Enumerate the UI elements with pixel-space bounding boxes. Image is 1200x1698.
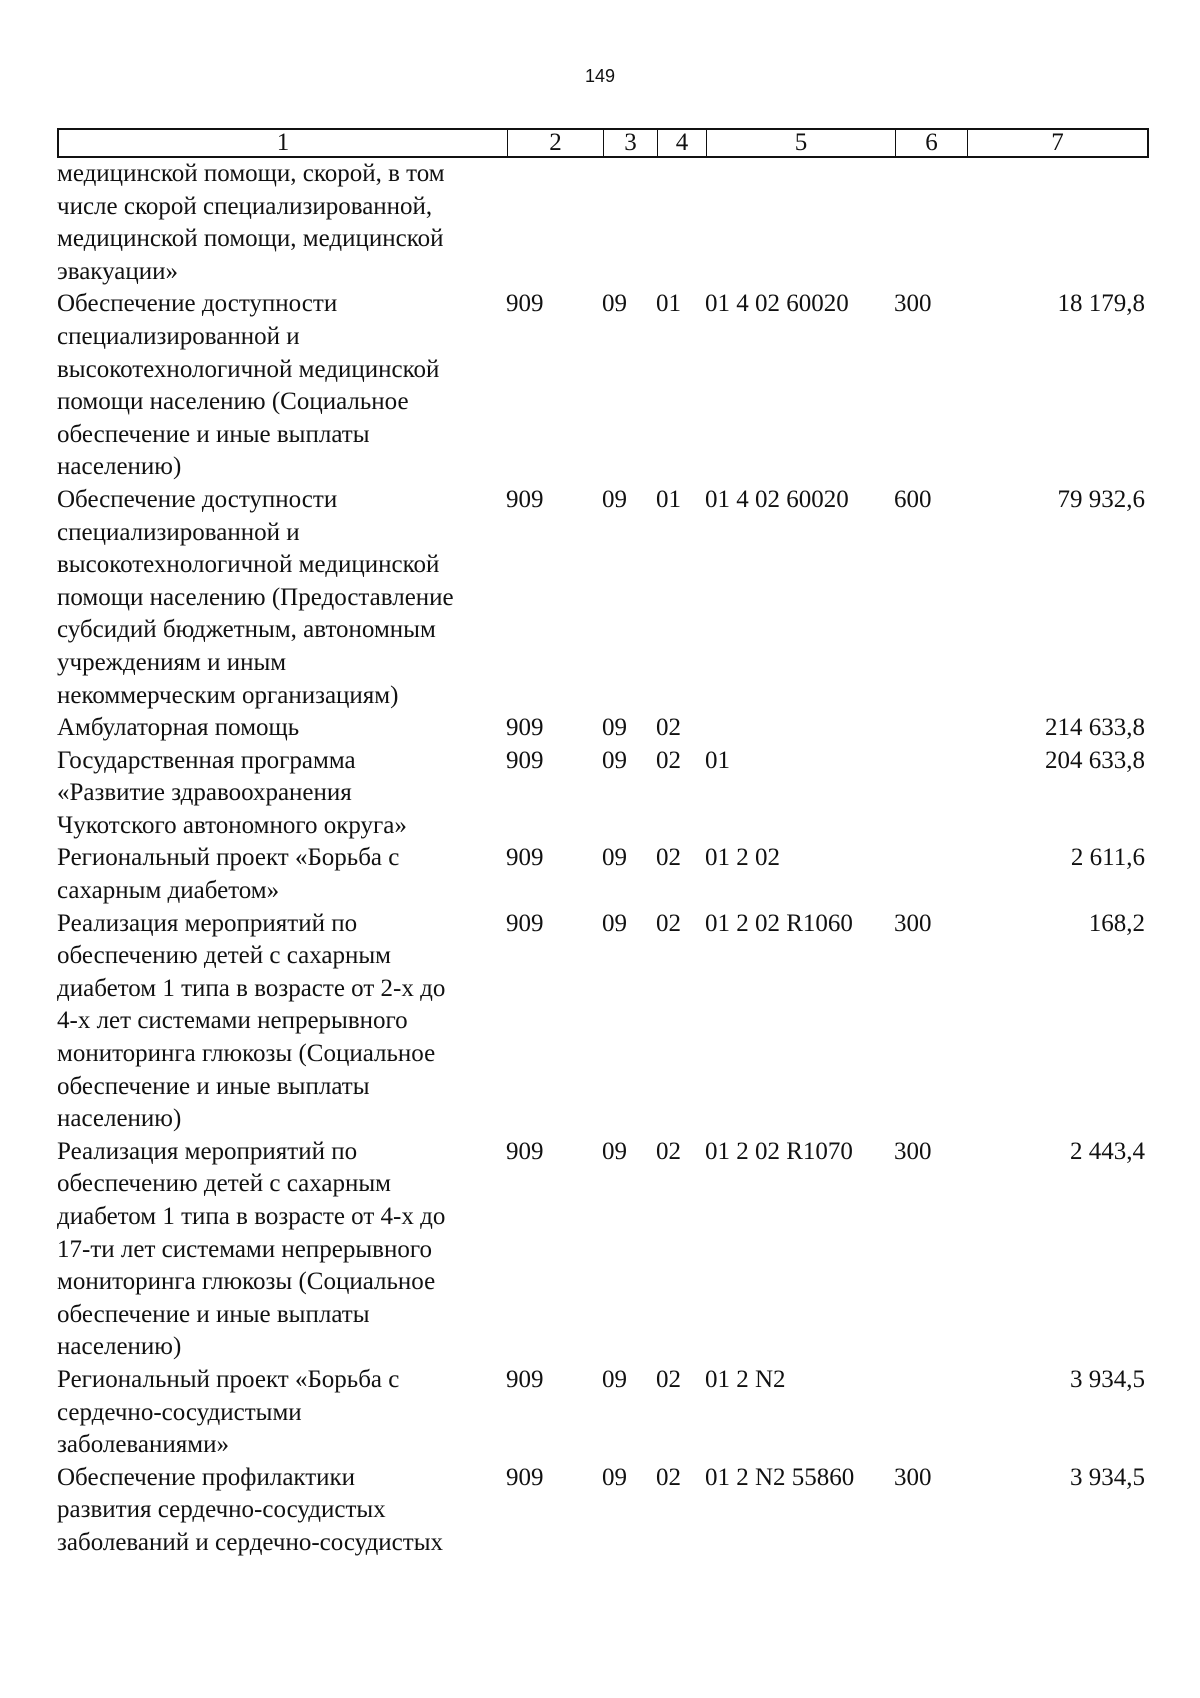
row-code-expense-type: 600 — [894, 485, 932, 513]
row-code-expense-type: 300 — [894, 1463, 932, 1491]
table-row — [57, 1462, 1149, 1560]
table-row — [57, 288, 1149, 484]
row-code-target: 01 2 N2 — [705, 1365, 786, 1393]
row-code-section: 09 — [602, 1463, 627, 1491]
row-description: Обеспечение доступности специализированной и высокотехнологичной медицинской помощи населению (Предоставление субсидий бюджетным, автономным учреждениям и иным некоммерческим организациям) — [57, 485, 454, 709]
row-description: Амбулаторная помощь — [57, 714, 300, 742]
row-code-admin: 909 — [506, 290, 544, 318]
row-code-admin: 909 — [506, 1463, 544, 1491]
row-code-admin: 909 — [506, 485, 544, 513]
row-code-admin: 909 — [506, 714, 544, 742]
row-code-admin: 909 — [506, 746, 544, 774]
row-code-admin — [506, 158, 602, 288]
table-row — [57, 1364, 1149, 1462]
row-code-expense-type: 300 — [894, 1137, 932, 1165]
header-cell-1: 1 — [59, 130, 508, 156]
row-amount: 214 633,8 — [1045, 714, 1145, 742]
row-code-target: 01 4 02 60020 — [705, 485, 849, 513]
row-code-expense-type — [894, 745, 966, 843]
row-code-section: 09 — [602, 909, 627, 937]
row-code-expense-type: 300 — [894, 290, 932, 318]
table-row — [57, 745, 1149, 843]
row-amount: 2 443,4 — [1070, 1137, 1145, 1165]
row-description: Обеспечение доступности специализированной и высокотехнологичной медицинской помощи населению (Социальное обеспечение и иные выплаты населению) — [57, 290, 440, 481]
table-row — [57, 712, 1149, 745]
row-code-admin: 909 — [506, 909, 544, 937]
row-code-admin: 909 — [506, 1365, 544, 1393]
row-amount: 18 179,8 — [1057, 290, 1145, 318]
table-row — [57, 1136, 1149, 1364]
row-code-section — [602, 158, 656, 288]
row-code-expense-type — [894, 842, 966, 907]
row-code-section: 09 — [602, 746, 627, 774]
header-cell-5: 5 — [707, 130, 896, 156]
row-code-target — [705, 158, 894, 288]
row-description: Региональный проект «Борьба с сердечно-сосудистыми заболеваниями» — [57, 1365, 400, 1459]
header-cell-6: 6 — [896, 130, 968, 156]
table-row — [57, 842, 1149, 907]
row-code-subsection: 02 — [656, 844, 681, 872]
row-code-subsection: 02 — [656, 1137, 681, 1165]
row-code-section: 09 — [602, 485, 627, 513]
row-code-section: 09 — [602, 714, 627, 742]
row-code-target — [705, 712, 894, 745]
row-code-subsection: 02 — [656, 1365, 681, 1393]
row-code-section: 09 — [602, 844, 627, 872]
row-code-target: 01 — [705, 746, 730, 774]
row-code-expense-type — [894, 158, 966, 288]
row-description: Государственная программа «Развитие здравоохранения Чукотского автономного округа» — [57, 746, 407, 839]
row-code-expense-type — [894, 1364, 966, 1462]
page-number: 149 — [584, 66, 616, 86]
row-code-subsection: 01 — [656, 485, 681, 513]
row-code-subsection: 01 — [656, 290, 681, 318]
row-amount: 79 932,6 — [1057, 485, 1145, 513]
row-description: Обеспечение профилактики развития сердечно-сосудистых заболеваний и сердечно-сосудистых — [57, 1463, 443, 1556]
table-body — [57, 158, 1149, 1560]
row-code-target: 01 2 N2 55860 — [705, 1463, 855, 1491]
row-code-section: 09 — [602, 290, 627, 318]
row-code-section: 09 — [602, 1365, 627, 1393]
header-cell-4: 4 — [658, 130, 707, 156]
budget-table — [57, 128, 1149, 1560]
row-description: медицинской помощи, скорой, в том числе скорой специализированной, медицинской помощи, медицинской эвакуации» — [57, 160, 445, 285]
header-cell-7: 7 — [1051, 129, 1064, 156]
row-description: Реализация мероприятий по обеспечению детей с сахарным диабетом 1 типа в возрасте от 4-х до 17-ти лет системами непрерывного мониторинга глюкозы (Социальное обеспечение и иные выплаты населению) — [57, 1137, 446, 1361]
row-amount: 204 633,8 — [1045, 746, 1145, 774]
row-code-target: 01 2 02 R1070 — [705, 1137, 853, 1165]
row-description: Реализация мероприятий по обеспечению детей с сахарным диабетом 1 типа в возрасте от 2-х до 4-х лет системами непрерывного мониторинга глюкозы (Социальное обеспечение и иные выплаты населению) — [57, 909, 446, 1133]
row-code-section: 09 — [602, 1137, 627, 1165]
row-amount: 3 934,5 — [1070, 1365, 1145, 1393]
row-code-subsection: 02 — [656, 746, 681, 774]
row-code-admin: 909 — [506, 1137, 544, 1165]
row-code-subsection — [656, 158, 705, 288]
header-cell-3: 3 — [604, 130, 658, 156]
row-amount: 3 934,5 — [1070, 1463, 1145, 1491]
row-code-subsection: 02 — [656, 714, 681, 742]
row-code-expense-type: 300 — [894, 909, 932, 937]
row-amount: 168,2 — [1088, 909, 1145, 937]
table-row — [57, 158, 1149, 288]
row-code-subsection: 02 — [656, 1463, 681, 1491]
row-code-admin: 909 — [506, 844, 544, 872]
header-cell-2: 2 — [508, 130, 604, 156]
row-amount — [966, 158, 1145, 288]
row-code-subsection: 02 — [656, 909, 681, 937]
row-code-target: 01 2 02 — [705, 844, 780, 872]
table-row — [57, 484, 1149, 712]
row-amount: 2 611,6 — [1070, 844, 1145, 872]
row-code-target: 01 2 02 R1060 — [705, 909, 853, 937]
table-row — [57, 908, 1149, 1136]
row-code-target: 01 4 02 60020 — [705, 290, 849, 318]
row-description: Региональный проект «Борьба с сахарным диабетом» — [57, 844, 400, 905]
table-header — [57, 128, 1149, 158]
row-code-expense-type — [894, 712, 966, 745]
